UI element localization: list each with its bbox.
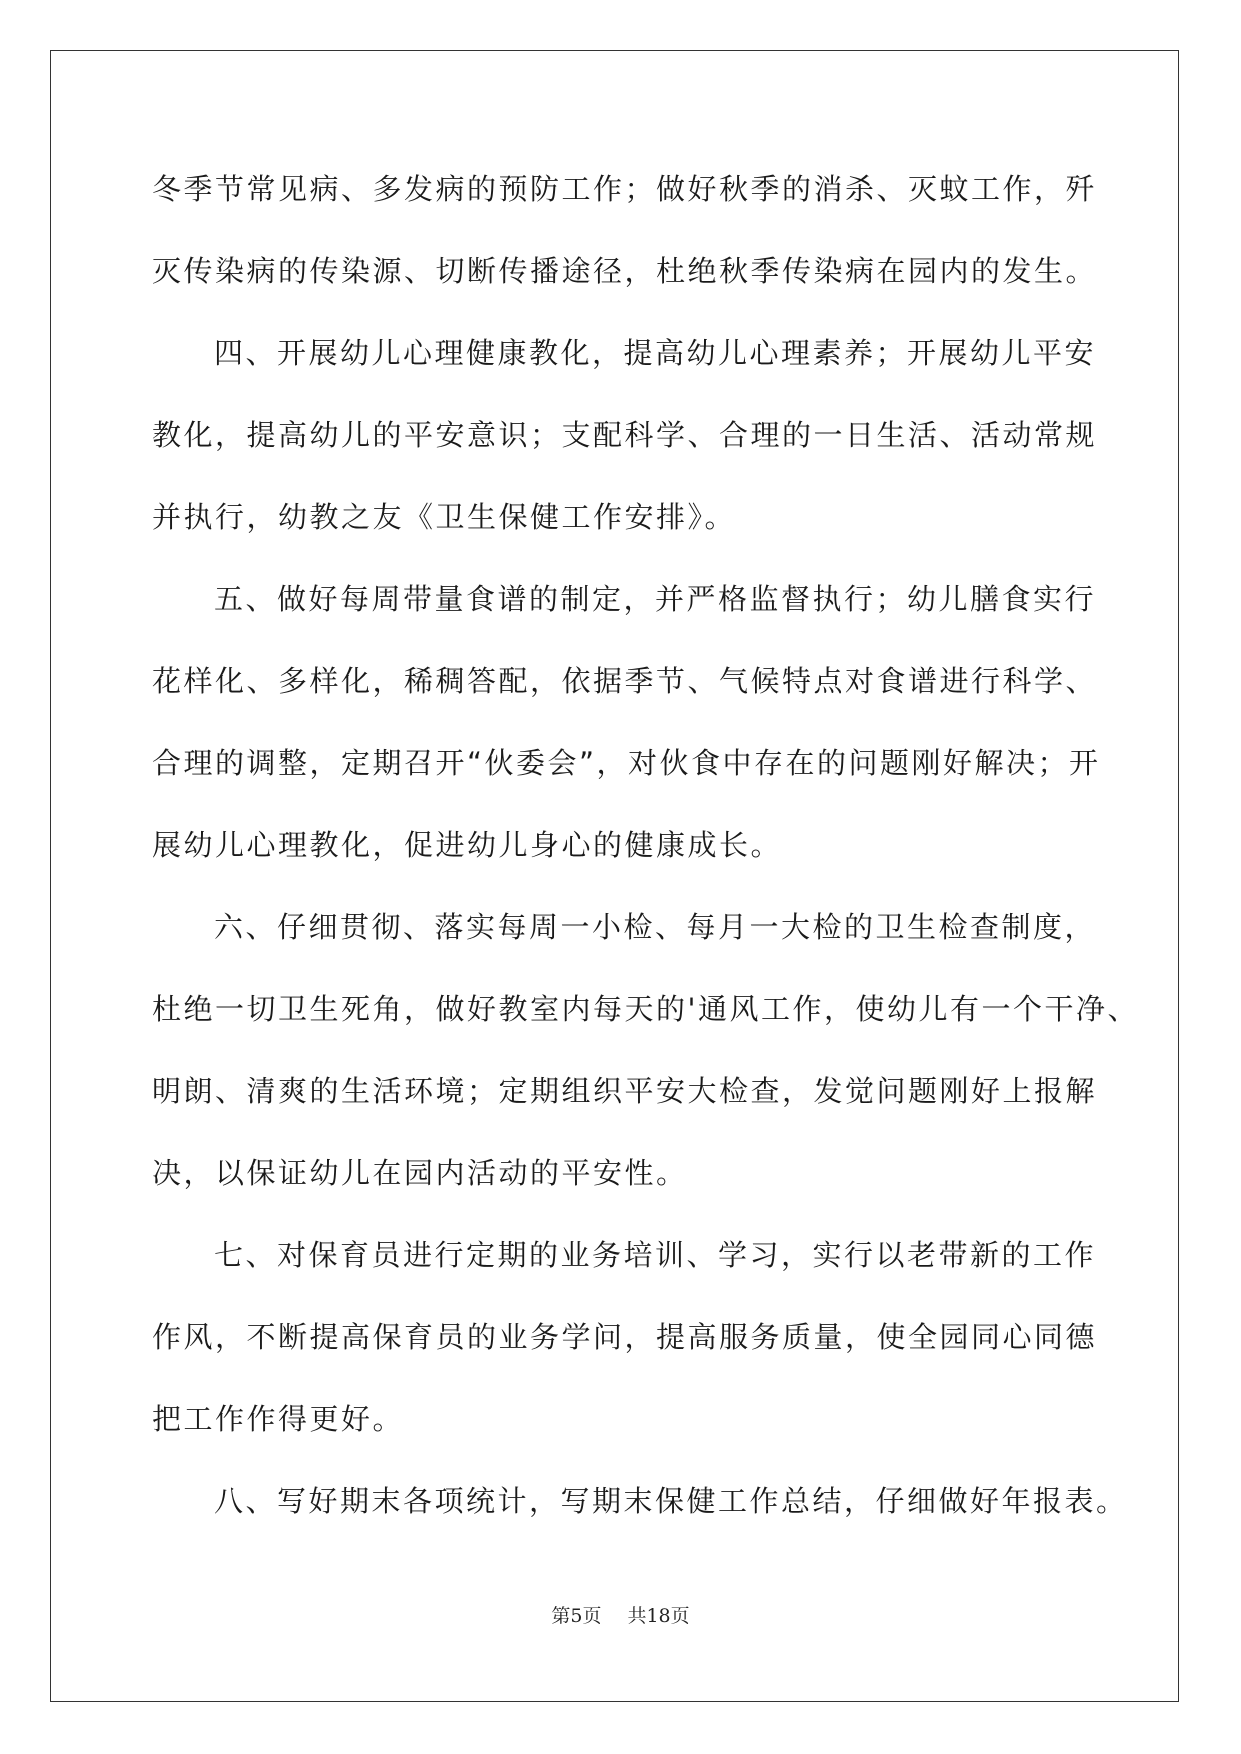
paragraph (152, 312, 1098, 558)
text-line: 决，以保证幼儿在园内活动的平安性。 (152, 1156, 688, 1190)
text-line: 明朗、清爽的生活环境；定期组织平安大检查，发觉问题刚好上报解 (152, 1074, 1098, 1108)
text-line: 五、做好每周带量食谱的制定，并严格监督执行；幼儿膳食实行 (214, 582, 1097, 616)
paragraph (152, 1460, 1128, 1542)
text-line: 展幼儿心理教化，促进幼儿身心的健康成长。 (152, 828, 783, 862)
text-line: 七、对保育员进行定期的业务培训、学习，实行以老带新的工作 (214, 1238, 1097, 1272)
total-pages: 共18页 (627, 1605, 690, 1627)
text-line: 四、开展幼儿心理健康教化，提高幼儿心理素养；开展幼儿平安 (214, 336, 1097, 370)
document-body (152, 148, 1139, 1542)
text-line: 教化，提高幼儿的平安意识；支配科学、合理的一日生活、活动常规 (152, 418, 1098, 452)
text-line: 作风，不断提高保育员的业务学问，提高服务质量，使全园同心同德 (152, 1320, 1098, 1354)
paragraph (152, 148, 1098, 312)
text-line: 灭传染病的传染源、切断传播途径，杜绝秋季传染病在园内的发生。 (152, 254, 1098, 288)
paragraph (152, 886, 1139, 1214)
text-line: 把工作作得更好。 (152, 1402, 405, 1436)
page-footer (0, 1601, 1241, 1628)
text-line: 并执行，幼教之友《卫生保健工作安排》。 (152, 500, 737, 534)
text-line: 花样化、多样化，稀稠答配，依据季节、气候特点对食谱进行科学、 (152, 664, 1098, 698)
text-line: 八、写好期末各项统计，写期末保健工作总结，仔细做好年报表。 (214, 1484, 1128, 1518)
current-page-number: 第5页 (551, 1605, 602, 1627)
text-line: 冬季节常见病、多发病的预防工作；做好秋季的消杀、灭蚊工作，歼 (152, 172, 1098, 206)
paragraph (152, 1214, 1098, 1460)
paragraph (152, 558, 1101, 886)
text-line: 合理的调整，定期召开“伙委会”，对伙食中存在的问题刚好解决；开 (152, 746, 1101, 780)
text-line: 杜绝一切卫生死角，做好教室内每天的'通风工作，使幼儿有一个干净、 (152, 992, 1139, 1026)
text-line: 六、仔细贯彻、落实每周一小检、每月一大检的卫生检查制度， (214, 910, 1097, 944)
